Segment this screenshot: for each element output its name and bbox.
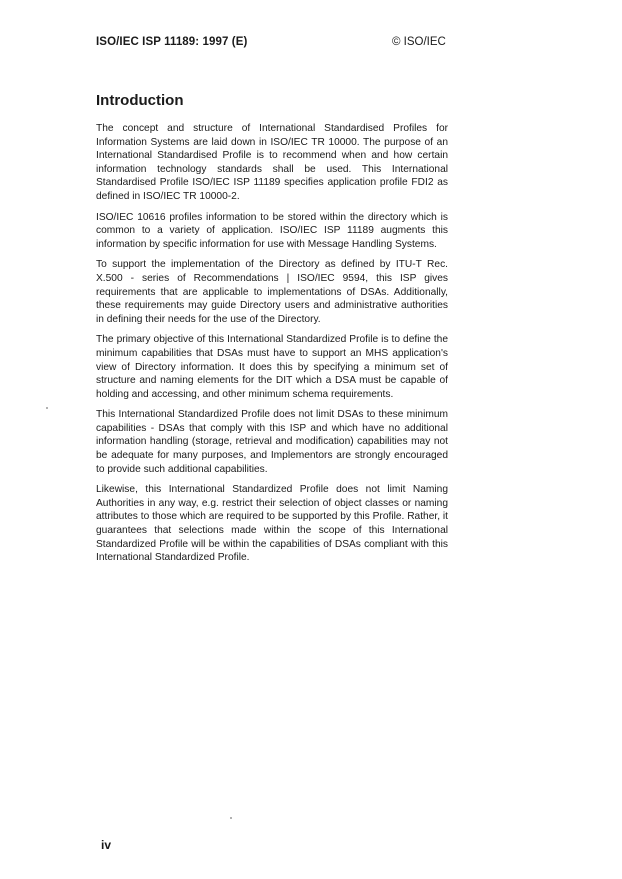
copyright-label: © ISO/IEC: [392, 36, 446, 48]
page-number: iv: [101, 838, 112, 852]
paragraph: This International Standardized Profile does not limit DSAs to these minimum capabilities - DSAs that comply with this ISP and which have no additional information handling (storage, retrieval and modification) capabilities may not be adequate for many purposes, and Implementors are strongly encouraged to provide such additional capabilities.: [96, 409, 448, 475]
paragraph: ISO/IEC 10616 profiles information to be stored within the directory which is common to a variety of application. ISO/IEC ISP 11189 augments this information by specific information for use with Message Handling Systems.: [96, 211, 448, 250]
scan-speck: [46, 407, 48, 409]
document-header-id: ISO/IEC ISP 11189: 1997 (E): [96, 36, 248, 48]
paragraph: Likewise, this International Standardized Profile does not limit Naming Authorities in any way, e.g. restrict their selection of object classes or naming attributes to those which are required to be supported by this Profile. Rather, it guarantees that selections made within the scope of this International Standardized Profile will be within the capabilities of DSAs compliant with this International Standardized Profile.: [96, 484, 448, 564]
body-text: [96, 122, 448, 572]
paragraph: The concept and structure of International Standardised Profiles for Information Systems are laid down in ISO/IEC TR 10000. The purpose of an International Standardised Profile is to recommend when and how certain information technology standards shall be used. This International Standardised Profile ISO/IEC ISP 11189 specifies application profile FDI2 as defined in ISO/IEC TR 10000-2.: [96, 123, 448, 202]
paragraph: The primary objective of this International Standardized Profile is to define the minimum capabilities that DSAs must have to support an MHS application's view of Directory information. It does this by specifying a minimum set of structure and naming elements for the DIT which a DSA must be capable of holding and accessing, and other minimum schema requirements.: [96, 334, 448, 400]
section-title: Introduction: [96, 92, 184, 109]
scan-speck: [230, 817, 232, 819]
paragraph: To support the implementation of the Directory as defined by ITU-T Rec. X.500 - series of Recommendations | ISO/IEC 9594, this ISP gives requirements that are applicable to implementations of DSAs. Additionally, these requirements may guide Directory users and administrative authorities in defining their needs for the use of the Directory.: [96, 259, 448, 325]
